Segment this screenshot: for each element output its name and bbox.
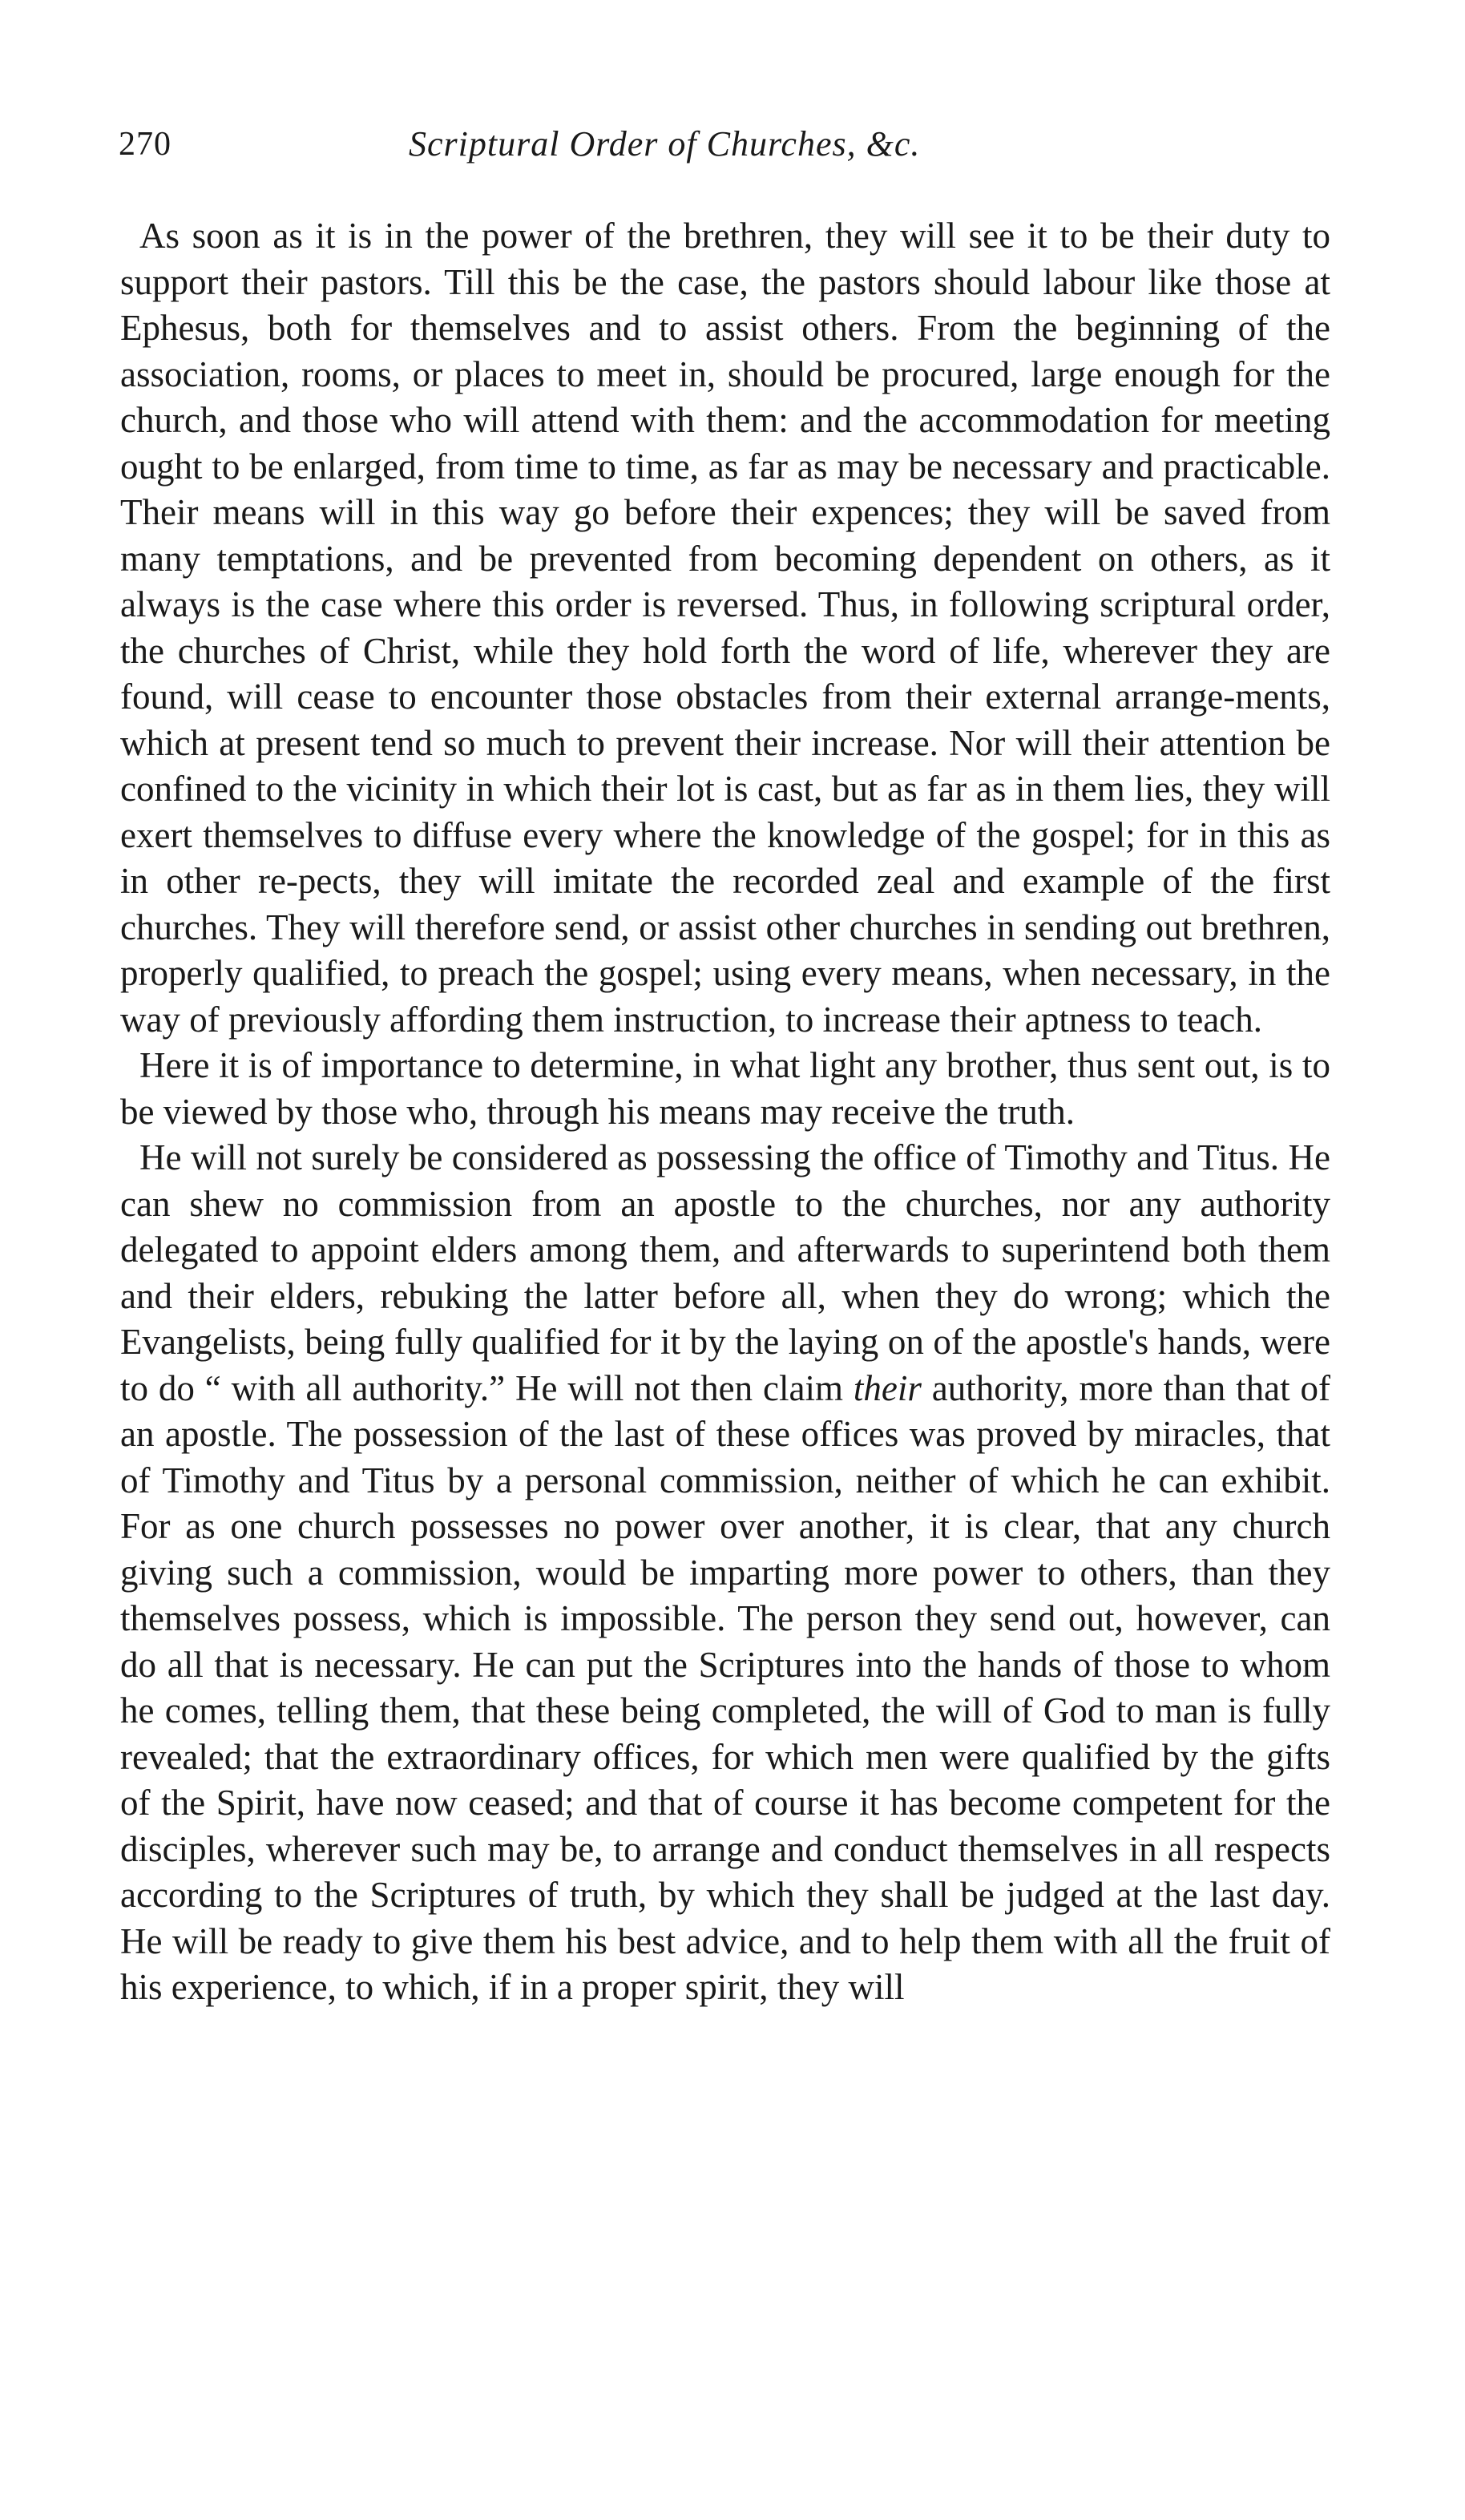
paragraph-1: As soon as it is in the power of the brethren, they will see it to be their duty to support their pastors. Till this be the case, the pastors should labour like those at Ephesus, both for themselves and to assist others. From the beginning of the association, rooms, or places to meet in, should be procured, large enough for the church, and those who will attend with them: and the accommodation for meeting ought to be enlarged, from time to time, as far as may be necessary and practicable. Their means will in this way go before their expences; they will be saved from many temptations, and be prevented from becoming dependent on others, as it always is the case where this order is reversed. Thus, in following scriptural order, the churches of Christ, while they hold forth the word of life, wherever they are found, will cease to encounter those obstacles from their external arrange-ments, which at present tend so much to prevent their increase. Nor will their attention be confined to the vicinity in which their lot is cast, but as far as in them lies, they will exert themselves to diffuse every where the knowledge of the gospel; for in this as in other re-pects, they will imitate the recorded zeal and example of the first churches. They will therefore send, or assist other churches in sending out brethren, properly qualified, to preach the gospel; using every means, when necessary, in the way of previously affording them instruction, to increase their aptness to teach. <box>120 216 1330 1040</box>
page-number: 270 <box>119 126 172 163</box>
italic-word: their <box>853 1367 922 1408</box>
paragraph-2: Here it is of importance to determine, in what light any brother, thus sent out, is to be viewed by those who, through his means may receive the truth. <box>120 1045 1330 1132</box>
paragraph-3-part-1: He will not surely be considered as possessing the office of Timothy and Titus. He can shew no commission from an apostle to the churches, nor any authority delegated to appoint elders among them, and afterwards to superintend both them and their elders, rebuking the latter before all, when they do wrong; which the Evangelists, being fully qualified for it by the laying on of the apostle's hands, were to do “ with all authority.” He will not then claim <box>120 1137 1330 1408</box>
body-text <box>120 213 1330 2011</box>
paragraph-3 <box>120 1135 1330 2011</box>
book-page <box>120 120 1330 2011</box>
running-title: Scriptural Order of Churches, &c. <box>409 124 921 164</box>
running-head <box>120 120 1330 192</box>
paragraph-3-part-2: authority, more than that of an apostle. The possession of the last of these offices was proved by miracles, that of Timothy and Titus by a personal commission, neither of which he can exhibit. For as one church possesses no power over another, it is clear, that any church giving such a commission, would be imparting more power to others, than they themselves possess, which is impossible. The person they send out, however, can do all that is necessary. He can put the Scriptures into the hands of those to whom he comes, telling them, that these being completed, the will of God to man is fully revealed; that the extraordinary offices, for which men were qualified by the gifts of the Spirit, have now ceased; and that of course it has become competent for the disciples, wherever such may be, to arrange and conduct themselves in all respects according to the Scriptures of truth, by which they shall be judged at the last day. He will be ready to give them his best advice, and to help them with all the fruit of his experience, to which, if in a proper spirit, they will <box>120 1367 1330 2007</box>
